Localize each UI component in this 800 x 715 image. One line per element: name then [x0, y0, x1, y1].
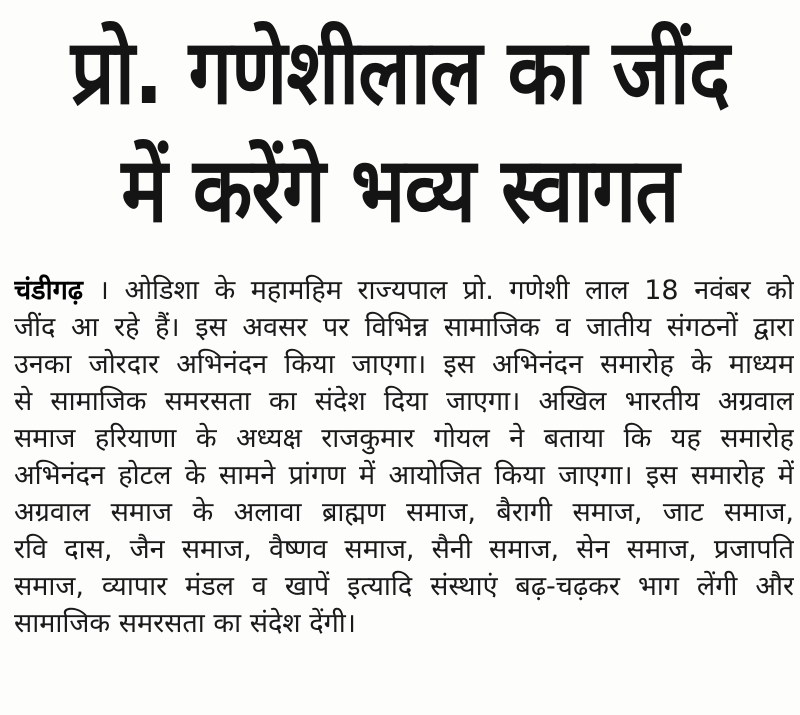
headline-line-1: प्रो. गणेशीलाल का जींद: [70, 20, 730, 125]
headline-line-2: में करेंगे भव्य स्वागत: [121, 138, 679, 243]
dateline: चंडीगढ़: [14, 275, 83, 306]
body-line-1: [14, 272, 794, 309]
body-line-3: उनका जोरदार अभिनंदन किया जाएगा। इस अभिनंदन समारोह के माध्यम: [14, 349, 794, 380]
body-line-9: समाज, व्यापार मंडल व खापें इत्यादि संस्थाएं बढ़-चढ़कर भाग लेंगी और: [14, 571, 794, 602]
body-line-8: रवि दास, जैन समाज, वैष्णव समाज, सैनी समाज, सेन समाज, प्रजापति: [14, 534, 794, 565]
body-line-2: जींद आ रहे हैं। इस अवसर पर विभिन्न सामाजिक व जातीय संगठनों द्वारा: [14, 312, 794, 343]
body-line-1-text: । ओडिशा के महामहिम राज्यपाल प्रो. गणेशी लाल 18 नवंबर को: [98, 275, 794, 306]
body-line-10: सामाजिक समरसता का संदेश देंगी।: [14, 608, 356, 639]
body-line-6: अभिनंदन होटल के सामने प्रांगण में आयोजित किया जाएगा। इस समारोह में: [14, 460, 794, 491]
body-line-4: से सामाजिक समरसता का संदेश दिया जाएगा। अखिल भारतीय अग्रवाल: [14, 386, 794, 417]
body-line-7: अग्रवाल समाज के अलावा ब्राह्मण समाज, बैरागी समाज, जाट समाज,: [14, 497, 794, 528]
article-body: [14, 272, 794, 642]
body-line-5: समाज हरियाणा के अध्यक्ष राजकुमार गोयल ने बताया कि यह समारोह: [14, 423, 794, 454]
